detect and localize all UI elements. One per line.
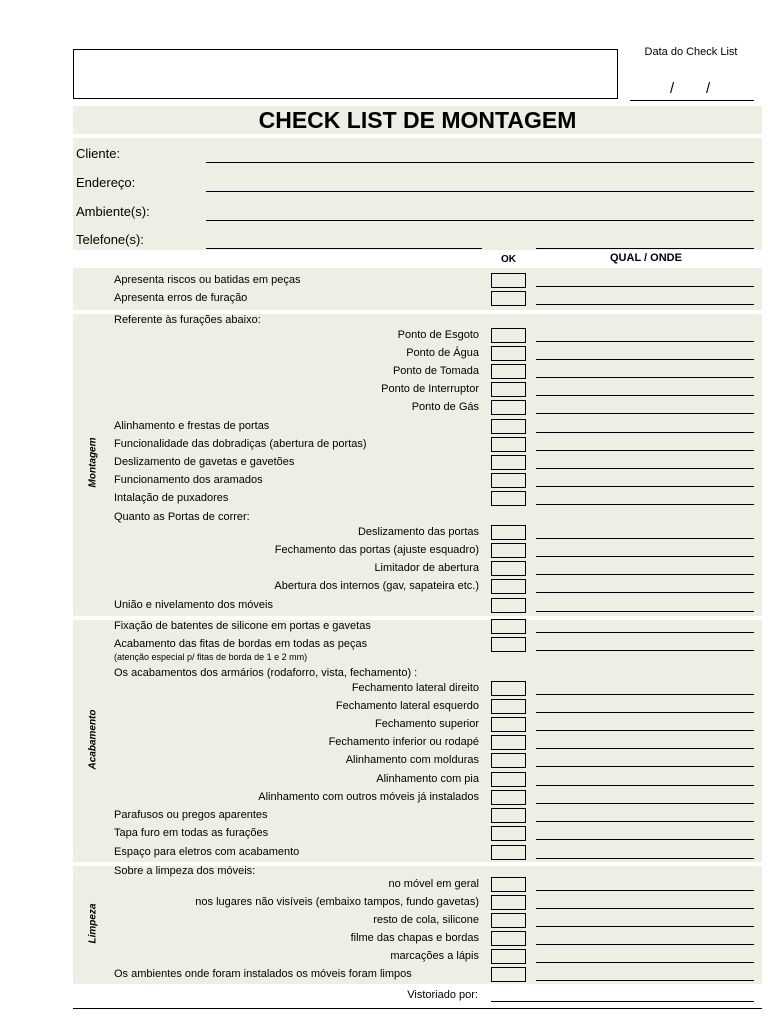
ok-checkbox[interactable] <box>491 437 526 452</box>
checklist-item-label: resto de cola, silicone <box>373 914 479 926</box>
checklist-item-label: Alinhamento com pia <box>376 773 479 785</box>
checklist-item-label: nos lugares não visíveis (embaixo tampos, fundo gavetas) <box>195 896 479 908</box>
ok-checkbox[interactable] <box>491 637 526 652</box>
column-header-where: QUAL / ONDE <box>610 252 682 264</box>
ok-checkbox[interactable] <box>491 895 526 910</box>
column-header-ok: OK <box>501 254 516 265</box>
bottom-rule <box>73 1008 762 1009</box>
client-field-input[interactable] <box>206 162 754 163</box>
checklist-item-label: Referente às furações abaixo: <box>114 314 261 326</box>
where-field[interactable] <box>536 839 754 840</box>
ok-checkbox[interactable] <box>491 543 526 558</box>
section-label: Montagem <box>87 437 99 488</box>
ok-checkbox[interactable] <box>491 346 526 361</box>
where-field[interactable] <box>536 468 754 469</box>
checklist-item-label: Apresenta erros de furação <box>114 292 248 304</box>
where-field[interactable] <box>536 730 754 731</box>
checklist-item-label: Fechamento lateral direito <box>351 682 479 694</box>
client-field-label: Ambiente(s): <box>76 204 150 219</box>
client-field-input[interactable] <box>536 248 754 249</box>
checklist-item-label: Apresenta riscos ou batidas em peças <box>114 274 301 286</box>
checklist-item-label: Os ambientes onde foram instalados os móveis foram limpos <box>114 968 412 980</box>
checklist-item-label: Limitador de abertura <box>374 562 479 574</box>
checklist-item-label: Alinhamento com molduras <box>345 754 479 766</box>
checklist-item-label: Abertura dos internos (gav, sapateira etc.) <box>274 580 479 592</box>
checklist-item-label: Deslizamento das portas <box>357 526 479 538</box>
checklist-item-label: Intalação de puxadores <box>114 492 229 504</box>
ok-checkbox[interactable] <box>491 364 526 379</box>
inspected-by-field[interactable] <box>491 1001 754 1002</box>
checklist-item-label: Funcionamento dos aramados <box>114 474 263 486</box>
checklist-item-label: União e nivelamento dos móveis <box>114 599 273 611</box>
where-field[interactable] <box>536 712 754 713</box>
page-title: CHECK LIST DE MONTAGEM <box>73 106 762 134</box>
ok-checkbox[interactable] <box>491 753 526 768</box>
where-field[interactable] <box>536 890 754 891</box>
checklist-item-label: no móvel em geral <box>388 878 479 890</box>
ok-checkbox[interactable] <box>491 877 526 892</box>
where-field[interactable] <box>536 908 754 909</box>
where-field[interactable] <box>536 803 754 804</box>
checklist-item-label: Sobre a limpeza dos móveis: <box>114 865 256 877</box>
ok-checkbox[interactable] <box>491 967 526 982</box>
where-field[interactable] <box>536 450 754 451</box>
where-field[interactable] <box>536 785 754 786</box>
ok-checkbox[interactable] <box>491 561 526 576</box>
ok-checkbox[interactable] <box>491 598 526 613</box>
checklist-item-label: Parafusos ou pregos aparentes <box>114 809 268 821</box>
where-field[interactable] <box>536 632 754 633</box>
checklist-item-label: Fechamento lateral esquerdo <box>335 700 479 712</box>
checklist-item-note: (atenção especial p/ fitas de borda de 1 e 2 mm) <box>114 652 308 662</box>
client-field-input[interactable] <box>206 220 754 221</box>
checklist-item-label: filme das chapas e bordas <box>350 932 479 944</box>
where-field[interactable] <box>536 504 754 505</box>
checklist-item-label: Alinhamento e frestas de portas <box>114 420 270 432</box>
where-field[interactable] <box>536 377 754 378</box>
where-field[interactable] <box>536 359 754 360</box>
client-field-input[interactable] <box>206 191 754 192</box>
client-field-label: Endereço: <box>76 175 136 190</box>
where-field[interactable] <box>536 858 754 859</box>
where-field[interactable] <box>536 592 754 593</box>
where-field[interactable] <box>536 538 754 539</box>
checklist-item-label: Fechamento inferior ou rodapé <box>328 736 479 748</box>
where-field[interactable] <box>536 694 754 695</box>
where-field[interactable] <box>536 556 754 557</box>
where-field[interactable] <box>536 413 754 414</box>
checklist-item-label: Ponto de Água <box>406 347 479 359</box>
where-field[interactable] <box>536 304 754 305</box>
checklist-item-label: Ponto de Esgoto <box>397 329 479 341</box>
ok-checkbox[interactable] <box>491 400 526 415</box>
client-field-label: Telefone(s): <box>76 232 144 247</box>
where-field[interactable] <box>536 821 754 822</box>
where-field[interactable] <box>536 962 754 963</box>
date-separator: / <box>706 80 711 97</box>
checklist-item-label: Ponto de Gás <box>411 401 479 413</box>
client-field-input[interactable] <box>206 248 482 249</box>
ok-checkbox[interactable] <box>491 579 526 594</box>
section-label: Acabamento <box>87 709 99 770</box>
checklist-item-label: Deslizamento de gavetas e gavetões <box>114 456 295 468</box>
where-field[interactable] <box>536 611 754 612</box>
ok-checkbox[interactable] <box>491 619 526 634</box>
ok-checkbox[interactable] <box>491 328 526 343</box>
checklist-item-label: Funcionalidade das dobradiças (abertura de portas) <box>114 438 367 450</box>
ok-checkbox[interactable] <box>491 455 526 470</box>
ok-checkbox[interactable] <box>491 808 526 823</box>
checklist-item-label: Fixação de batentes de silicone em portas e gavetas <box>114 620 371 632</box>
where-field[interactable] <box>536 574 754 575</box>
checklist-item-label: Espaço para eletros com acabamento <box>114 846 300 858</box>
where-field[interactable] <box>536 486 754 487</box>
ok-checkbox[interactable] <box>491 525 526 540</box>
where-field[interactable] <box>536 286 754 287</box>
ok-checkbox[interactable] <box>491 273 526 288</box>
ok-checkbox[interactable] <box>491 473 526 488</box>
ok-checkbox[interactable] <box>491 845 526 860</box>
where-field[interactable] <box>536 944 754 945</box>
ok-checkbox[interactable] <box>491 699 526 714</box>
client-info-section <box>73 138 762 250</box>
section-label: Limpeza <box>87 903 99 944</box>
checklist-item-label: Alinhamento com outros móveis já instalados <box>258 791 479 803</box>
date-field[interactable] <box>630 58 754 101</box>
logo-area <box>73 49 618 99</box>
ok-checkbox[interactable] <box>491 681 526 696</box>
where-field[interactable] <box>536 980 754 981</box>
ok-checkbox[interactable] <box>491 913 526 928</box>
ok-checkbox[interactable] <box>491 772 526 787</box>
ok-checkbox[interactable] <box>491 735 526 750</box>
ok-checkbox[interactable] <box>491 826 526 841</box>
where-field[interactable] <box>536 341 754 342</box>
checklist-item-label: Ponto de Tomada <box>392 365 479 377</box>
date-separator: / <box>670 80 675 97</box>
ok-checkbox[interactable] <box>491 419 526 434</box>
client-field-label: Cliente: <box>76 146 121 161</box>
checklist-item-label: Fechamento superior <box>375 718 479 730</box>
ok-checkbox[interactable] <box>491 931 526 946</box>
checklist-item-label: Quanto as Portas de correr: <box>114 511 250 523</box>
ok-checkbox[interactable] <box>491 382 526 397</box>
checklist-item-label: Ponto de Interruptor <box>381 383 479 395</box>
date-label: Data do Check List <box>644 46 738 58</box>
where-field[interactable] <box>536 432 754 433</box>
ok-checkbox[interactable] <box>491 491 526 506</box>
inspected-by-label: Vistoriado por: <box>407 989 478 1001</box>
checklist-item-label: Acabamento das fitas de bordas em todas as peças <box>114 638 368 650</box>
checklist-item-label: Os acabamentos dos armários (rodaforro, vista, fechamento) : <box>114 667 418 679</box>
ok-checkbox[interactable] <box>491 949 526 964</box>
checklist-item-label: marcações a lápis <box>390 950 479 962</box>
where-field[interactable] <box>536 748 754 749</box>
checklist-item-label: Tapa furo em todas as furações <box>114 827 269 839</box>
ok-checkbox[interactable] <box>491 717 526 732</box>
where-field[interactable] <box>536 650 754 651</box>
checklist-item-label: Fechamento das portas (ajuste esquadro) <box>274 544 479 556</box>
ok-checkbox[interactable] <box>491 291 526 306</box>
where-field[interactable] <box>536 766 754 767</box>
where-field[interactable] <box>536 395 754 396</box>
ok-checkbox[interactable] <box>491 790 526 805</box>
where-field[interactable] <box>536 926 754 927</box>
